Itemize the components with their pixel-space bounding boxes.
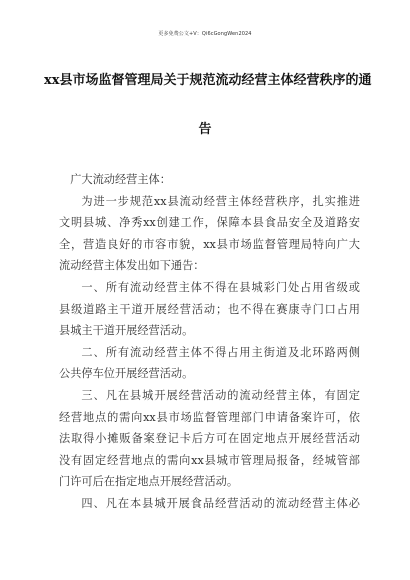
salutation-line: 广大流动经营主体： bbox=[70, 173, 171, 186]
body-line: 文明县城、净秀xx创建工作，保障本县食品安全及道路安 bbox=[59, 216, 360, 229]
document-title-line-1: xx县市场监督管理局关于规范流动经营主体经营秩序的通 bbox=[44, 73, 372, 88]
body-line: 法取得小摊贩备案登记卡后方可在固定地点开展经营活动 bbox=[59, 432, 360, 445]
body-line: 四、凡在本县城开展食品经营活动的流动经营主体必 bbox=[81, 497, 360, 510]
body-line: 没有固定经营地点的需向xx县城市管理局报备，经城管部 bbox=[59, 454, 360, 467]
body-line: 公共停车位开展经营活动。 bbox=[59, 367, 194, 380]
body-line: 经营地点的需向xx县市场监督管理部门申请备案许可，依 bbox=[59, 411, 360, 424]
body-line: 流动经营主体发出如下通告： bbox=[59, 259, 205, 272]
body-line: 一、所有流动经营主体不得在县城彩门处占用省级或 bbox=[81, 281, 360, 294]
body-line: 县城主干道开展经营活动。 bbox=[59, 324, 194, 337]
body-line: 县级道路主干道开展经营活动；也不得在赛康寺门口占用 bbox=[59, 303, 360, 316]
body-line: 为进一步规范xx县流动经营主体经营秩序，扎实推进 bbox=[81, 195, 360, 208]
body-line: 三、凡在县城开展经营活动的流动经营主体，有固定 bbox=[81, 389, 360, 402]
document-title-line-2: 告 bbox=[198, 122, 212, 137]
body-line: 二、所有流动经营主体不得占用主街道及北环路两侧 bbox=[81, 346, 360, 359]
header-note: 更多免费公文+V：Qi6cGongWen2024 bbox=[158, 31, 252, 37]
body-line: 全，营造良好的市容市貌，xx县市场监督管理局特向广大 bbox=[59, 238, 360, 251]
body-line: 门许可后在指定地点开展经营活动。 bbox=[59, 475, 239, 488]
